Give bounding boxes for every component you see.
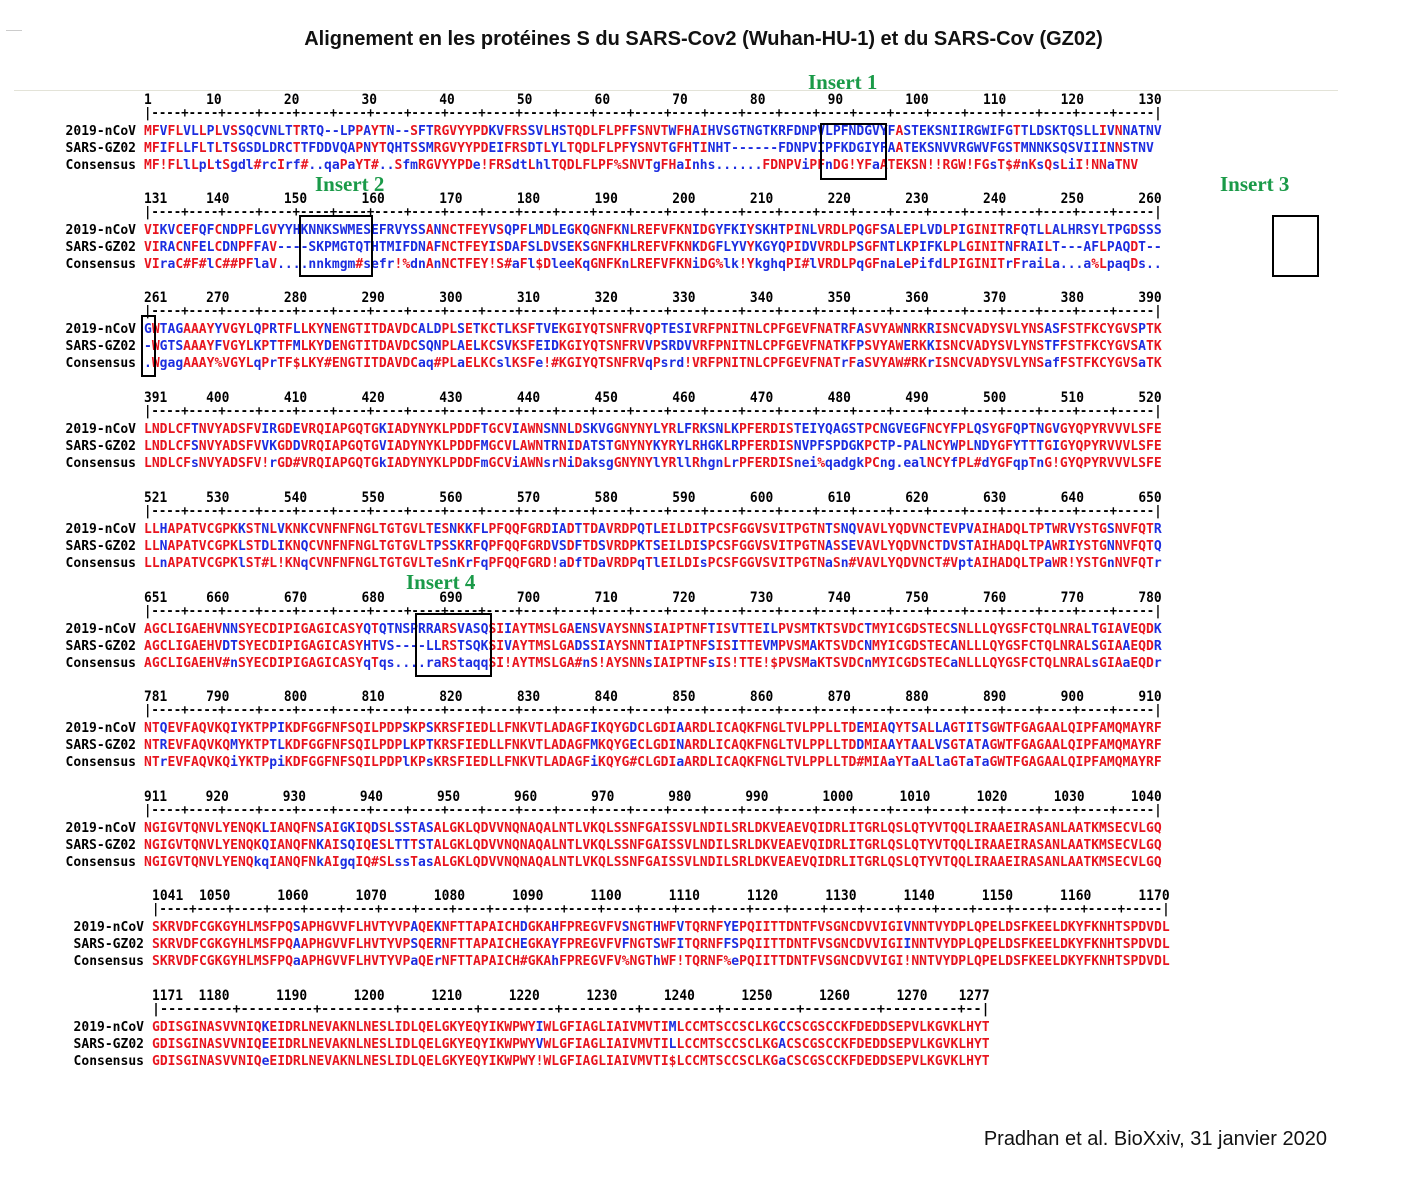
alignment-block: [0, 290, 1407, 388]
sequence-sars-gz02: LLNAPATVCGPKLSTDLIKNQCVNFNFNGLTGTGVLTPSSKRFQPFQQFGRDVSDFTDSVRDPKTSEILDISPCSFGGVSVITPGTNASSEVAVLYQDVNCTDVSTAIHADQLTPAWRIYSTGNNVFQTQ: [144, 539, 1162, 554]
sequence-2019-ncov: NTQEVFAQVKQIYKTPPIKDFGGFNFSQILPDPSKPSKRSFIEDLLFNKVTLADAGFIKQYGDCLGDIAARDLICAQKFNGLTVLPPLLTDEMIAQYTSALLAGTITSGWTFGAGAALQIPFAMQMAYRF: [144, 721, 1162, 736]
alignment-block: [0, 988, 1407, 1086]
row-label: SARS-GZ02: [73, 1037, 144, 1052]
alignment-block: [0, 92, 1407, 190]
alignment-block: [0, 191, 1407, 289]
sequence-2019-ncov: AGCLIGAEHVNNSYECDIPIGAGICASYQTQTNSPRRARSVASQSIIAYTMSLGAENSVAYSNNSIAIPTNFTISVTTEILPVSMTKTSVDCTMYICGDSTECSNLLLQYGSFCTQLNRALTGIAVEQDK: [144, 622, 1162, 637]
position-ruler: |---------+---------+---------+---------+---------+---------+---------+---------+---------+---------+--|: [152, 1002, 990, 1017]
position-numbers: 1 10 20 30 40 50 60 70 80 90 100 110 120 130: [144, 92, 1162, 108]
sequence-sars-gz02: NTREVFAQVKQMYKTPTLKDFGGFNFSQILPDPLKPTKRSFIEDLLFNKVTLADAGFMKQYGECLGDINARDLICAQKFNGLTVLPPLLTDDMIAAYTAALVSGTATAGWTFGAGAALQIPFAMQMAYRF: [144, 738, 1162, 753]
figure-title: Alignement en les protéines S du SARS-Cov2 (Wuhan-HU-1) et du SARS-Cov (GZ02): [304, 28, 1103, 50]
insert-label: Insert 1: [808, 70, 878, 94]
position-numbers: 1041 1050 1060 1070 1080 1090 1100 1110 1120 1130 1140 1150 1160 1170: [152, 888, 1170, 904]
sequence-2019-ncov: SKRVDFCGKGYHLMSFPQSAPHGVVFLHVTYVPAQEKNFTTAPAICHDGKAHFPREGVFVSNGTHWFVTQRNFYEPQIITTDNTFVSGNCDVVIGIVNNTVYDPLQPELDSFKEELDKYFKNHTSPDVDL: [152, 920, 1170, 935]
position-numbers: 911 920 930 940 950 960 970 980 990 1000 1010 1020 1030 1040: [144, 789, 1162, 805]
sequence-2019-ncov: NGIGVTQNVLYENQKLIANQFNSAIGKIQDSLSSTASALGKLQDVVNQNAQALNTLVKQLSSNFGAISSVLNDILSRLDKVEAEVQIDRLITGRLQSLQTYVTQQLIRAAEIRASANLAATKMSECVLGQ: [144, 821, 1162, 836]
position-numbers: 391 400 410 420 430 440 450 460 470 480 490 500 510 520: [144, 390, 1162, 406]
sequence-sars-gz02: NGIGVTQNVLYENQKQIANQFNKAISQIQESLTTTSTALGKLQDVVNQNAQALNTLVKQLSSNFGAISSVLNDILSRLDKVEAEVQIDRLITGRLQSLQTYVTQQLIRAAEIRASANLAATKMSECVLGQ: [144, 838, 1162, 853]
row-label: Consensus: [73, 1054, 144, 1069]
position-numbers: 651 660 670 680 690 700 710 720 730 740 750 760 770 780: [144, 590, 1162, 606]
sequence-consensus: NTrEVFAQVKQiYKTPpiKDFGGFNFSQILPDPlKPsKRSFIEDLLFNKVTLADAGFiKQYG#CLGDIaARDLICAQKFNGLTVLPPLLTD#MIAaYTaALlaGTaTaGWTFGAGAALQIPFAMQMAYRF: [144, 755, 1162, 770]
row-label: 2019-nCoV: [65, 821, 136, 836]
position-ruler: |----+----+----+----+----+----+----+----+----+----+----+----+----+----+----+----+----+----+----+----+----+----+----+----+----+----+-----|: [144, 604, 1162, 619]
row-label: SARS-GZ02: [65, 439, 136, 454]
sequence-consensus: SKRVDFCGKGYHLMSFPQaAPHGVVFLHVTYVPaQErNFTTAPAICH#GKAhFPREGVFV%NGThWF!TQRNF%ePQIITTDNTFVSGNCDVVIGI!NNTVYDPLQPELDSFKEELDKYFKNHTSPDVDL: [152, 954, 1170, 969]
row-label: Consensus: [65, 656, 136, 671]
row-label: Consensus: [73, 954, 144, 969]
position-ruler: |----+----+----+----+----+----+----+----+----+----+----+----+----+----+----+----+----+----+----+----+----+----+----+----+----+----+-----|: [144, 205, 1162, 220]
alignment-block: [0, 689, 1407, 787]
sequence-consensus: AGCLIGAEHV#nSYECDIPIGAGICASYqTqs....raRStaqqSI!AYTMSLGA#nS!AYSNNsIAIPTNFsIS!TTE!$PVSMaKTSVDCnMYICGDSTECaNLLLQYGSFCTQLNRALsGIAaEQDr: [144, 656, 1162, 671]
row-label: SARS-GZ02: [65, 240, 136, 255]
position-numbers: 781 790 800 810 820 830 840 850 860 870 880 890 900 910: [144, 689, 1162, 705]
row-label: Consensus: [65, 456, 136, 471]
top-divider: [14, 90, 1338, 91]
insert-box: [415, 613, 492, 677]
row-label: SARS-GZ02: [65, 838, 136, 853]
insert-box: [1272, 215, 1319, 277]
row-label: 2019-nCoV: [65, 721, 136, 736]
position-numbers: 261 270 280 290 300 310 320 330 340 350 360 370 380 390: [144, 290, 1162, 306]
position-numbers: 1171 1180 1190 1200 1210 1220 1230 1240 1250 1260 1270 1277: [152, 988, 990, 1004]
row-label: 2019-nCoV: [73, 1020, 144, 1035]
insert-box: [141, 315, 156, 377]
alignment-block: [0, 789, 1407, 887]
position-ruler: |----+----+----+----+----+----+----+----+----+----+----+----+----+----+----+----+----+----+----+----+----+----+----+----+----+----+-----|: [144, 304, 1162, 319]
row-label: SARS-GZ02: [65, 639, 136, 654]
position-ruler: |----+----+----+----+----+----+----+----+----+----+----+----+----+----+----+----+----+----+----+----+----+----+----+----+----+----+-----|: [144, 106, 1162, 121]
sequence-2019-ncov: LNDLCFTNVYADSFVIRGDEVRQIAPGQTGKIADYNYKLPDDFTGCVIAWNSNNLDSKVGGNYNYLYRLFRKSNLKPFERDISTEIYQAGSTPCNGVEGFNCYFPLQSYGFQPTNGVGYQPYRVVVLSFE: [144, 422, 1162, 437]
citation: Pradhan et al. BioXxiv, 31 janvier 2020: [983, 1128, 1327, 1150]
position-ruler: |----+----+----+----+----+----+----+----+----+----+----+----+----+----+----+----+----+----+----+----+----+----+----+----+----+----+-----|: [144, 803, 1162, 818]
position-numbers: 521 530 540 550 560 570 580 590 600 610 620 630 640 650: [144, 490, 1162, 506]
position-numbers: 131 140 150 160 170 180 190 200 210 220 230 240 250 260: [144, 191, 1162, 207]
insert-label: Insert 2: [315, 172, 385, 196]
row-label: Consensus: [65, 755, 136, 770]
insert-label: Insert 4: [406, 570, 476, 594]
row-label: 2019-nCoV: [65, 124, 136, 139]
sequence-consensus: MF!FLlLpLtSgdl#rcIrf#..qaPaYT#..SfmRGVYYPDe!FRSdtLhlTQDLFLPF%SNVTgFHaInhs......FDNPViPFnDG!YFaATEKSN!!RGW!FGsT$#nKsQsLiI!NNaTNV: [144, 158, 1139, 173]
insert-label: Insert 3: [1220, 172, 1290, 196]
alignment-block: [0, 888, 1407, 986]
row-label: 2019-nCoV: [65, 522, 136, 537]
row-label: SARS-GZ02: [65, 738, 136, 753]
sequence-sars-gz02: GDISGINASVVNIQEEIDRLNEVAKNLNESLIDLQELGKYEQYIKWPWYVWLGFIAGLIAIVMVTILLCCMTSCCSCLKGACSCGSCCKFDEDDSEPVLKGVKLHYT: [152, 1037, 990, 1052]
sequence-consensus: LNDLCFsNVYADSFV!rGD#VRQIAPGQTGkIADYNYKLPDDFmGCViAWNsrNiDaksgGNYNYlYRllRhgnLrPFERDISnei%qadgkPCng.ealNCYfPL#dYGFqpTnG!GYQPYRVVVLSFE: [144, 456, 1162, 471]
sequence-2019-ncov: GDISGINASVVNIQKEIDRLNEVAKNLNESLIDLQELGKYEQYIKWPWYIWLGFIAGLIAIVMVTIMLCCMTSCCSCLKGCCSCGSCCKFDEDDSEPVLKGVKLHYT: [152, 1020, 990, 1035]
sequence-sars-gz02: LNDLCFSNVYADSFVVKGDDVRQIAPGQTGVIADYNYKLPDDFMGCVLAWNTRNIDATSTGNYNYKYRYLRHGKLRPFERDISNVPFSPDGKPCTP-PALNCYWPLNDYGFYTTTGIGYQPYRVVVLSFE: [144, 439, 1162, 454]
row-label: 2019-nCoV: [65, 223, 136, 238]
position-ruler: |----+----+----+----+----+----+----+----+----+----+----+----+----+----+----+----+----+----+----+----+----+----+----+----+----+----+-----|: [144, 504, 1162, 519]
position-ruler: |----+----+----+----+----+----+----+----+----+----+----+----+----+----+----+----+----+----+----+----+----+----+----+----+----+----+-----|: [152, 902, 1170, 917]
alignment-block: [0, 390, 1407, 488]
insert-box: [299, 215, 373, 277]
row-label: Consensus: [65, 356, 136, 371]
sequence-sars-gz02: AGCLIGAEHVDTSYECDIPIGAGICASYHTVS----LLRSTSQKSIVAYTMSLGADSSIAYSNNTIAIPTNFSISITTEVMPVSMAKTSVDCNMYICGDSTECANLLLQYGSFCTQLNRALSGIAAEQDR: [144, 639, 1162, 654]
position-ruler: |----+----+----+----+----+----+----+----+----+----+----+----+----+----+----+----+----+----+----+----+----+----+----+----+----+----+-----|: [144, 703, 1162, 718]
row-label: Consensus: [65, 158, 136, 173]
sequence-consensus: LLnAPATVCGPKlST#L!KNqCVNFNFNGLTGTGVLTeSnKrFqPFQQFGRD!aDfTDaVRDPqTlEILDIsPCSFGGVSVITPGTNaSn#VAVLYQDVNCT#VptAIHADQLTPaWR!YSTGnNVFQTr: [144, 556, 1162, 571]
sequence-2019-ncov: MFVFLVLLPLVSSQCVNLTTRTQ--LPPAYTN--SFTRGVYYPDKVFRSSVLHSTQDLFLPFFSNVTWFHAIHVSGTNGTKRFDNPVLPFNDGVYFASTEKSNIIRGWIFGTTLDSKTQSLLIVNNATNV: [144, 124, 1162, 139]
row-label: SARS-GZ02: [73, 937, 144, 952]
row-label: Consensus: [65, 556, 136, 571]
position-ruler: |----+----+----+----+----+----+----+----+----+----+----+----+----+----+----+----+----+----+----+----+----+----+----+----+----+----+-----|: [144, 404, 1162, 419]
row-label: 2019-nCoV: [73, 920, 144, 935]
row-label: 2019-nCoV: [65, 422, 136, 437]
sequence-consensus: NGIGVTQNVLYENQkqIANQFNkAIgqIQ#SLssTasALGKLQDVVNQNAQALNTLVKQLSSNFGAISSVLNDILSRLDKVEAEVQIDRLITGRLQSLQTYVTQQLIRAAEIRASANLAATKMSECVLGQ: [144, 855, 1162, 870]
row-label: 2019-nCoV: [65, 622, 136, 637]
row-label: SARS-GZ02: [65, 539, 136, 554]
alignment-block: [0, 590, 1407, 688]
sequence-2019-ncov: LLHAPATVCGPKKSTNLVKNKCVNFNFNGLTGTGVLTESNKKFLPFQQFGRDIADTTDAVRDPQTLEILDITPCSFGGVSVITPGTNTSNQVAVLYQDVNCTEVPVAIHADQLTPTWRVYSTGSNVFQTR: [144, 522, 1162, 537]
sequence-consensus: GDISGINASVVNIQeEIDRLNEVAKNLNESLIDLQELGKYEQYIKWPWY!WLGFIAGLIAIVMVTI$LCCMTSCCSCLKGaCSCGSCCKFDEDDSEPVLKGVKLHYT: [152, 1054, 990, 1069]
sequence-sars-gz02: -WGTSAAAYFVGYLKPTTFMLKYDENGTITDAVDCSQNPLAELKCSVKSFEIDKGIYQTSNFRVVPSRDVVRFPNITNLCPFGEVFNATKFPSVYAWERKKISNCVADYSVLYNSTFFSTFKCYGVSATK: [144, 339, 1162, 354]
row-label: SARS-GZ02: [65, 339, 136, 354]
row-label: Consensus: [65, 257, 136, 272]
row-label: 2019-nCoV: [65, 322, 136, 337]
alignment-block: [0, 490, 1407, 588]
insert-box: [820, 123, 887, 180]
sequence-2019-ncov: VIKVCEFQFCNDPFLGVYYHKNNKSWMESEFRVYSSANNCTFEYVSQPFLMDLEGKQGNFKNLREFVFKNIDGYFKIYSKHTPINLVRDLPQGFSALEPLVDLPIGINITRFQTLLALHRSYLTPGDSSS: [144, 223, 1162, 238]
sequence-sars-gz02: SKRVDFCGKGYHLMSFPQAAPHGVVFLHVTYVPSQERNFTTAPAICHEGKAYFPREGVFVFNGTSWFITQRNFFSPQIITTDNTFVSGNCDVVIGIINNTVYDPLQPELDSFKEELDKYFKNHTSPDVDL: [152, 937, 1170, 952]
sequence-sars-gz02: VIRACNFELCDNPFFAV----SKPMGTQTHTMIFDNAFNCTFEYISDAFSLDVSEKSGNFKHLREFVFKNKDGFLYVYKGYQPIDVVRDLPSGFNTLKPIFKLPLGINITNFRAILT---AFLPAQDT--: [144, 240, 1162, 255]
sequence-sars-gz02: MFIFLLFLTLTSGSDLDRCTTFDDVQAPNYTQHTSSMRGVYYPDEIFRSDTLYLTQDLFLPFYSNVTGFHTINHT------FDNPVIPFKDGIYFAATEKSNVVRGWVFGSTMNNKSQSVIIINNSTNV: [144, 141, 1154, 156]
sequence-consensus: VIraC#F#lC##PFlaV....nnkmgm#sefr!%dnAnNCTFEY!S#aFl$DleeKqGNFKnLREFVFKNiDG%lk!YkghqPI#lVRDLPqGFnaLePifdLPIGINITrFraiLa...a%LpaqDs..: [144, 257, 1162, 272]
sequence-2019-ncov: GWTAGAAAYYVGYLQPRTFLLKYNENGTITDAVDCALDPLSETKCTLKSFTVEKGIYQTSNFRVQPTESIVRFPNITNLCPFGEVFNATRFASVYAWNRKRISNCVADYSVLYNSASFSTFKCYGVSPTK: [144, 322, 1162, 337]
row-label: Consensus: [65, 855, 136, 870]
row-label: SARS-GZ02: [65, 141, 136, 156]
sequence-consensus: .WgagAAAY%VGYLqPrTF$LKY#ENGTITDAVDCaq#PLaELKCslKSFe!#KGIYQTSNFRVqPsrd!VRFPNITNLCPFGEVFNATrFaSVYAW#RKrISNCVADYSVLYNSafFSTFKCYGVSaTK: [144, 356, 1162, 371]
